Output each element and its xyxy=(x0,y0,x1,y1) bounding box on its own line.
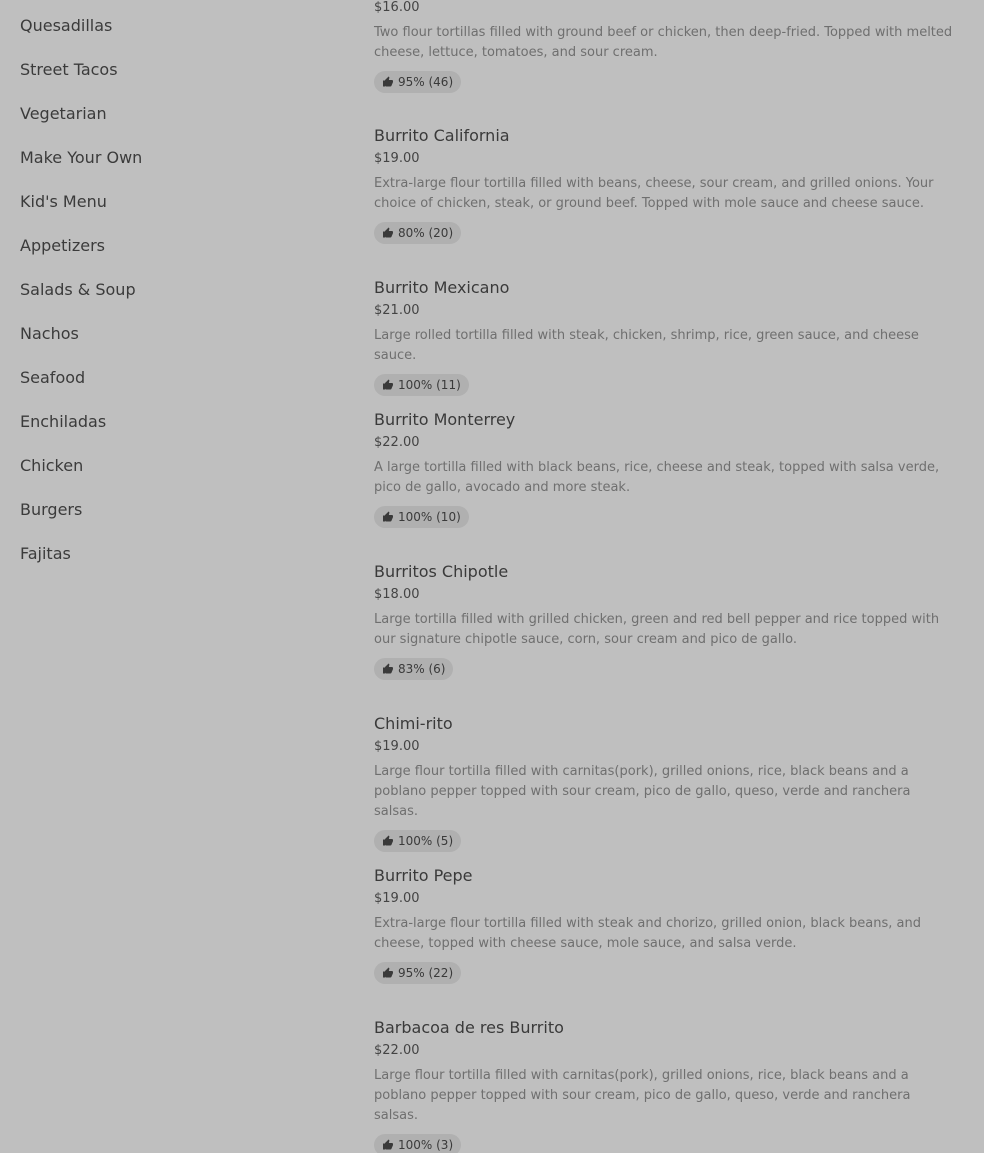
rating-text: 100% (11) xyxy=(398,378,461,392)
thumbs-up-icon xyxy=(382,511,394,523)
item-name: Burrito California xyxy=(374,126,510,145)
menu-item[interactable] xyxy=(374,1018,959,1153)
category-street-tacos[interactable]: Street Tacos xyxy=(20,60,118,79)
rating-badge xyxy=(374,658,453,680)
rating-text: 83% (6) xyxy=(398,662,446,676)
category-make-your-own[interactable]: Make Your Own xyxy=(20,148,143,167)
menu-item[interactable] xyxy=(374,866,959,984)
category-kids-menu[interactable]: Kid's Menu xyxy=(20,192,107,211)
category-appetizers[interactable]: Appetizers xyxy=(20,236,105,255)
item-name: Barbacoa de res Burrito xyxy=(374,1018,564,1037)
item-price: $19.00 xyxy=(374,739,420,754)
item-price: $22.00 xyxy=(374,1043,420,1058)
category-chicken[interactable]: Chicken xyxy=(20,456,84,475)
item-name: Burrito Pepe xyxy=(374,866,473,885)
item-description: A large tortilla filled with black beans, rice, cheese and steak, topped with salsa verde, pico de gallo, avocado and more steak. xyxy=(374,460,940,495)
category-nachos[interactable]: Nachos xyxy=(20,324,79,343)
rating-badge xyxy=(374,374,469,396)
rating-badge xyxy=(374,222,461,244)
rating-badge xyxy=(374,71,461,93)
category-burgers[interactable]: Burgers xyxy=(20,500,83,519)
category-enchiladas[interactable]: Enchiladas xyxy=(20,412,107,431)
menu-item[interactable] xyxy=(374,126,959,244)
thumbs-up-icon xyxy=(382,967,394,979)
rating-text: 100% (5) xyxy=(398,834,454,848)
item-price: $22.00 xyxy=(374,435,420,450)
item-name: Burrito Monterrey xyxy=(374,410,516,429)
category-salads-soup[interactable]: Salads & Soup xyxy=(20,280,136,299)
thumbs-up-icon xyxy=(382,76,394,88)
item-name: Burrito Mexicano xyxy=(374,278,510,297)
thumbs-up-icon xyxy=(382,227,394,239)
item-description: Extra-large flour tortilla filled with beans, cheese, sour cream, and grilled onions. Your choice of chicken, steak, or ground beef. Topped with mole sauce and cheese sauce. xyxy=(374,176,934,211)
rating-text: 95% (46) xyxy=(398,75,454,89)
thumbs-up-icon xyxy=(382,663,394,675)
item-price: $19.00 xyxy=(374,151,420,166)
item-price: $16.00 xyxy=(374,0,420,15)
menu-item[interactable] xyxy=(374,714,959,852)
thumbs-up-icon xyxy=(382,379,394,391)
category-vegetarian[interactable]: Vegetarian xyxy=(20,104,107,123)
item-price: $21.00 xyxy=(374,303,420,318)
item-description: Two flour tortillas filled with ground beef or chicken, then deep-fried. Topped with melted cheese, lettuce, tomatoes, and sour cream. xyxy=(374,25,953,60)
rating-badge xyxy=(374,1134,461,1153)
menu-item[interactable] xyxy=(374,0,959,93)
rating-badge xyxy=(374,962,461,984)
item-description: Large rolled tortilla filled with steak, chicken, shrimp, rice, green sauce, and cheese sauce. xyxy=(374,328,919,363)
thumbs-up-icon xyxy=(382,1139,394,1151)
rating-badge xyxy=(374,830,461,852)
rating-text: 100% (10) xyxy=(398,510,461,524)
rating-badge xyxy=(374,506,469,528)
category-seafood[interactable]: Seafood xyxy=(20,368,86,387)
category-fajitas[interactable]: Fajitas xyxy=(20,544,71,563)
item-description: Large flour tortilla filled with carnitas(pork), grilled onions, rice, black beans and a poblano pepper topped with sour cream, pico de gallo, queso, verde and ranchera salsas. xyxy=(374,1068,911,1123)
item-description: Large flour tortilla filled with carnitas(pork), grilled onions, rice, black beans and a poblano pepper topped with sour cream, pico de gallo, queso, verde and ranchera salsas. xyxy=(374,764,911,819)
item-price: $19.00 xyxy=(374,891,420,906)
item-description: Extra-large flour tortilla filled with steak and chorizo, grilled onion, black beans, and cheese, topped with cheese sauce, mole sauce, and salsa verde. xyxy=(374,916,921,951)
category-quesadillas[interactable]: Quesadillas xyxy=(20,16,113,35)
rating-text: 100% (3) xyxy=(398,1138,454,1152)
item-name: Burritos Chipotle xyxy=(374,562,509,581)
menu-item[interactable] xyxy=(374,410,959,528)
item-description: Large tortilla filled with grilled chicken, green and red bell pepper and rice topped with our signature chipotle sauce, corn, sour cream and pico de gallo. xyxy=(374,612,940,647)
thumbs-up-icon xyxy=(382,835,394,847)
item-price: $18.00 xyxy=(374,587,420,602)
rating-text: 80% (20) xyxy=(398,226,454,240)
menu-item[interactable] xyxy=(374,278,959,396)
item-name: Chimi-rito xyxy=(374,714,453,733)
rating-text: 95% (22) xyxy=(398,966,454,980)
menu-item[interactable] xyxy=(374,562,959,680)
